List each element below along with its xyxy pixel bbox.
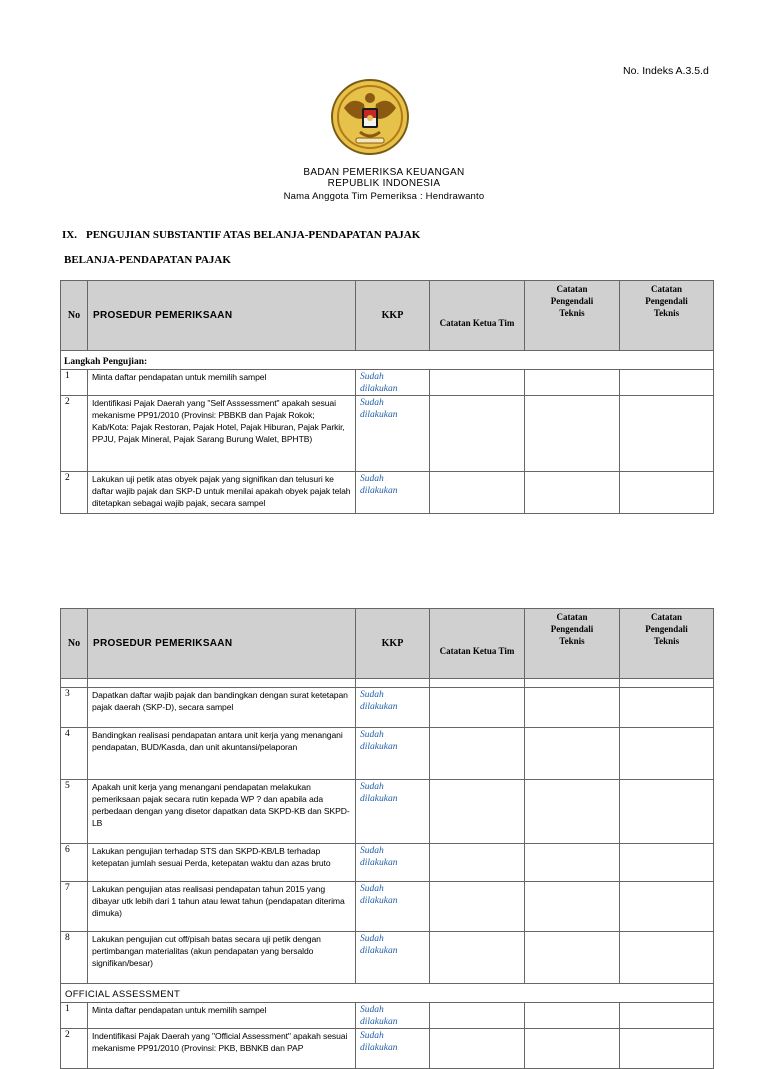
table-row: 4 Bandingkan realisasi pendapatan antara unit kerja yang menangani pendapatan, BUD/Kasda, dan unit akuntansi/pelaporan Sudah dilakukan — [61, 728, 714, 780]
kkp-status: Sudah dilakukan — [356, 1003, 430, 1029]
header-catatan-pengendali: Catatan Pengendali Teknis — [525, 609, 620, 679]
header-catatan-pengendali: Catatan Pengendali Teknis — [525, 281, 620, 351]
table-header-row — [61, 609, 714, 679]
header-procedure: PROSEDUR PEMERIKSAAN — [88, 281, 356, 351]
header-no: No — [61, 281, 88, 351]
agency-country: REPUBLIK INDONESIA — [327, 178, 441, 189]
steps-label: Langkah Pengujian: — [64, 357, 148, 367]
table-row: 7 Lakukan pengujian atas realisasi pendapatan tahun 2015 yang dibayar utk lebih dari 1 tahun atau lewat tahun (pendapatan diterima dimuka) Sudah dilakukan — [61, 882, 714, 932]
header-catatan-ketua: Catatan Ketua Tim — [430, 609, 525, 679]
index-number: No. Indeks A.3.5.d — [623, 65, 709, 77]
kkp-status: Sudah dilakukan — [356, 396, 430, 472]
official-assessment-label: OFFICIAL ASSESSMENT — [65, 989, 181, 1000]
table-row: 6 Lakukan pengujian terhadap STS dan SKPD-KB/LB terhadap ketepatan jumlah sesuai Perda, ketepatan waktu dan azas bruto Sudah dilakukan — [61, 844, 714, 882]
audit-table-2 — [60, 608, 714, 1069]
table-row: 2 Indentifikasi Pajak Daerah yang "Official Assessment" apakah sesuai mekanisme PP91/2010 (Provinsi: PKB, BBNKB dan PAP Sudah dilakukan — [61, 1029, 714, 1069]
table-row: 1 Minta daftar pendapatan untuk memilih sampel Sudah dilakukan — [61, 370, 714, 396]
kkp-status: Sudah dilakukan — [356, 932, 430, 984]
table-row: 3 Dapatkan daftar wajib pajak dan bandingkan dengan surat ketetapan pajak daerah (SKP-D), secara sampel Sudah dilakukan — [61, 688, 714, 728]
header-kkp: KKP — [356, 281, 430, 351]
steps-label-row — [61, 351, 714, 370]
garuda-emblem-logo — [330, 78, 410, 156]
team-member-name: Nama Anggota Tim Pemeriksa : Hendrawanto — [283, 191, 485, 202]
table-row: 5 Apakah unit kerja yang menangani pendapatan melakukan pemeriksaan pajak secara rutin kepada WP ? dan apabila ada perbedaan dengan yang disetor dapatkan data SKPD-KB dan SKPD-LB Sudah dilakukan — [61, 780, 714, 844]
official-assessment-row — [61, 984, 714, 1003]
kkp-status: Sudah dilakukan — [356, 728, 430, 780]
section-number: IX. — [62, 229, 77, 241]
audit-table-1 — [60, 280, 714, 514]
section-heading — [62, 229, 420, 241]
table-row: 8 Lakukan pengujian cut off/pisah batas secara uji petik dengan pertimbangan materialitas (akun pendapatan yang bersaldo signifikan/besar) Sudah dilakukan — [61, 932, 714, 984]
table-row: 2 Lakukan uji petik atas obyek pajak yang signifikan dan telusuri ke daftar wajib pajak dan SKP-D untuk menilai apakah obyek pajak telah ditetapkan sebagai wajib pajak, secara sampel Sudah dilakukan — [61, 472, 714, 514]
table-header-row — [61, 281, 714, 351]
kkp-status: Sudah dilakukan — [356, 882, 430, 932]
header-catatan-ketua: Catatan Ketua Tim — [430, 281, 525, 351]
spacer-row — [61, 679, 714, 688]
table-row: 2 Identifikasi Pajak Daerah yang "Self Asssessment" apakah sesuai mekanisme PP91/2010 (Provinsi: PBBKB dan Pajak Rokok; Kab/Kota: Pajak Restoran, Pajak Hotel, Pajak Hiburan, Pajak Parkir, PPJU, Pajak Mineral, Pajak Sarang Burung Walet, BPHTB) Sudah dilakukan — [61, 396, 714, 472]
header-kkp: KKP — [356, 609, 430, 679]
kkp-status: Sudah dilakukan — [356, 780, 430, 844]
section-title: PENGUJIAN SUBSTANTIF ATAS BELANJA-PENDAPATAN PAJAK — [86, 229, 421, 241]
kkp-status: Sudah dilakukan — [356, 370, 430, 396]
header-catatan-pengendali-2: Catatan Pengendali Teknis — [620, 281, 714, 351]
kkp-status: Sudah dilakukan — [356, 688, 430, 728]
header-no: No — [61, 609, 88, 679]
kkp-status: Sudah dilakukan — [356, 1029, 430, 1069]
table-row: 1 Minta daftar pendapatan untuk memilih sampel Sudah dilakukan — [61, 1003, 714, 1029]
agency-name: BADAN PEMERIKSA KEUANGAN — [303, 167, 465, 178]
kkp-status: Sudah dilakukan — [356, 844, 430, 882]
kkp-status: Sudah dilakukan — [356, 472, 430, 514]
subsection-title: BELANJA-PENDAPATAN PAJAK — [64, 254, 231, 266]
header-catatan-pengendali-2: Catatan Pengendali Teknis — [620, 609, 714, 679]
header-procedure: PROSEDUR PEMERIKSAAN — [88, 609, 356, 679]
